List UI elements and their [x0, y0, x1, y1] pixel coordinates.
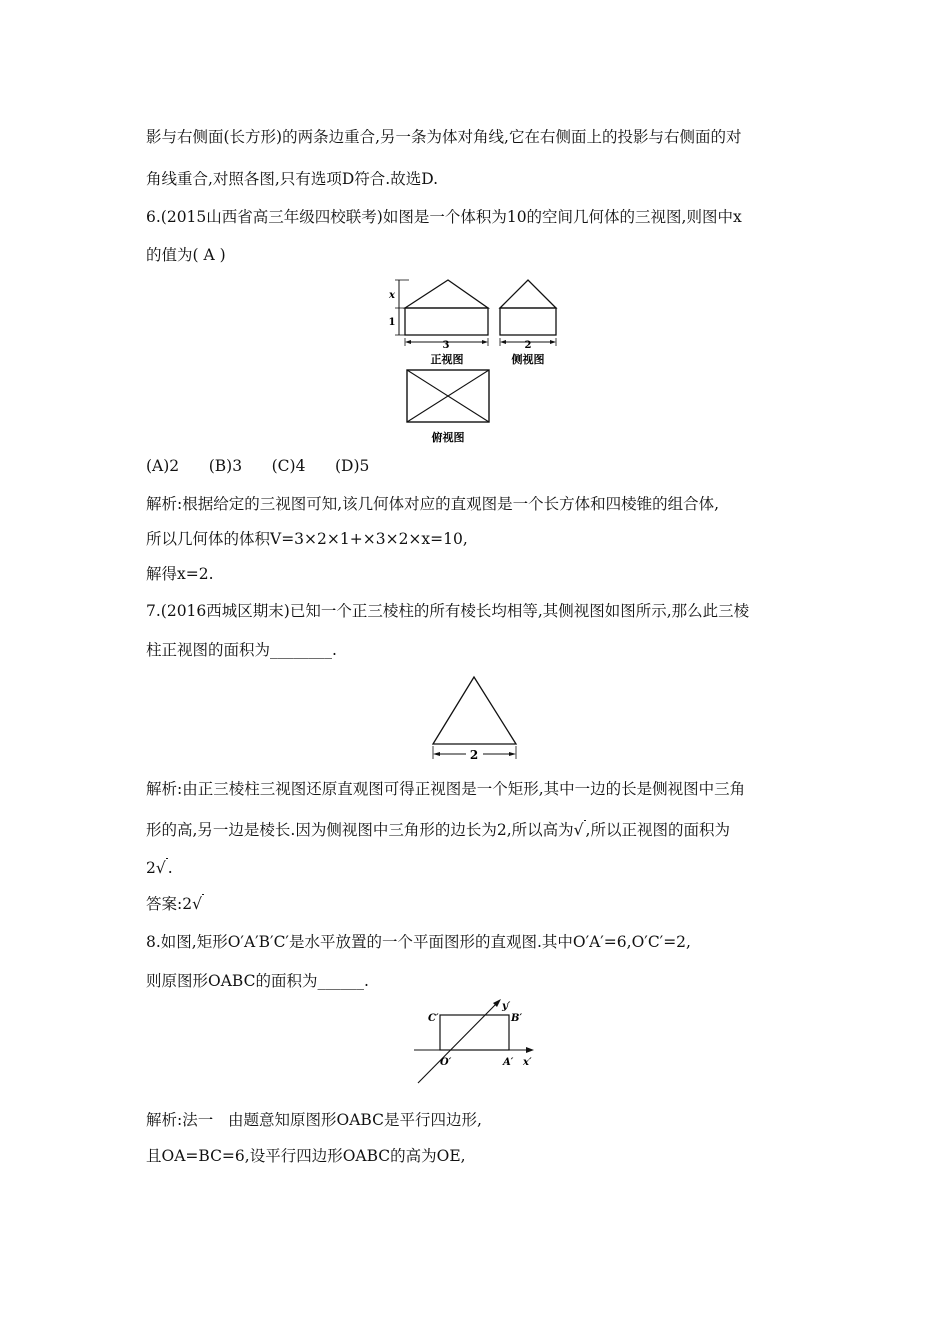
question-7-stem: 7.(2016西城区期末)已知一个正三棱柱的所有棱长均相等,其侧视图如图所示,那么此三棱 — [146, 602, 750, 620]
sqrt-symbol: √ — [192, 895, 202, 913]
base-dimension-label: 2 — [469, 748, 479, 762]
solution-text: 解得x=2. — [146, 565, 214, 583]
text-line: 角线重合,对照各图,只有选项D符合.故选D. — [146, 170, 439, 188]
depth-dimension-label: 2 — [524, 340, 532, 351]
oblique-rectangle-figure — [410, 997, 545, 1087]
question-8-stem: 8.如图,矩形O′A′B′C′是水平放置的一个平面图形的直观图.其中O′A′=6,O′C′=2, — [146, 933, 691, 951]
answer-text: 答案:2√ — [146, 895, 202, 913]
solution-text: 所以几何体的体积V=3×2×1+×3×2×x=10, — [146, 530, 468, 548]
label-c: C′ — [428, 1013, 439, 1024]
front-view-caption: 正视图 — [430, 353, 464, 366]
height-dimension-label: 1 — [388, 317, 396, 328]
front-view-body — [405, 308, 488, 335]
question-6-answer-stem: 的值为( A ) — [146, 246, 226, 264]
sqrt-symbol: √ — [155, 859, 166, 877]
width-dimension-label: 3 — [442, 340, 450, 351]
solution-text: 2√ . — [146, 859, 173, 877]
solution-text: 解析:根据给定的三视图可知,该几何体对应的直观图是一个长方体和四棱锥的组合体, — [146, 495, 720, 513]
triangle — [433, 677, 516, 744]
three-view-figure — [385, 272, 565, 447]
solution-text: 且OA=BC=6,设平行四边形OABC的高为OE, — [146, 1147, 466, 1165]
rectangle-oabc — [440, 1015, 509, 1050]
question-6-options: (A)2 (B)3 (C)4 (D)5 — [146, 457, 370, 475]
solution-text: 解析:由正三棱柱三视图还原直观图可得正视图是一个矩形,其中一边的长是侧视图中三角 — [146, 780, 746, 798]
label-y-axis: y′ — [502, 1001, 511, 1012]
x-dimension-label: x — [389, 290, 395, 301]
label-a: A′ — [503, 1057, 514, 1068]
label-b: B′ — [511, 1013, 523, 1024]
side-view-triangle-figure — [428, 672, 523, 767]
side-view-roof — [500, 280, 556, 308]
side-view-caption: 侧视图 — [511, 353, 545, 366]
solution-text: 解析:法一 由题意知原图形OABC是平行四边形, — [146, 1111, 482, 1129]
label-o: O′ — [440, 1057, 452, 1068]
top-view-caption: 俯视图 — [431, 431, 465, 444]
question-7-stem-blank: 柱正视图的面积为________. — [146, 641, 337, 659]
label-x-axis: x′ — [523, 1057, 532, 1068]
text-line: 影与右侧面(长方形)的两条边重合,另一条为体对角线,它在右侧面上的投影与右侧面的对 — [146, 128, 742, 146]
front-view-roof — [405, 280, 488, 308]
question-6-stem: 6.(2015山西省高三年级四校联考)如图是一个体积为10的空间几何体的三视图,则图中x — [146, 208, 742, 226]
question-8-stem-blank: 则原图形OABC的面积为______. — [146, 972, 369, 990]
side-view-body — [500, 308, 556, 335]
sqrt-symbol: √ — [573, 821, 584, 839]
solution-text: 形的高,另一边是棱长.因为侧视图中三角形的边长为2,所以高为√ ,所以正视图的面积为 — [146, 821, 730, 839]
